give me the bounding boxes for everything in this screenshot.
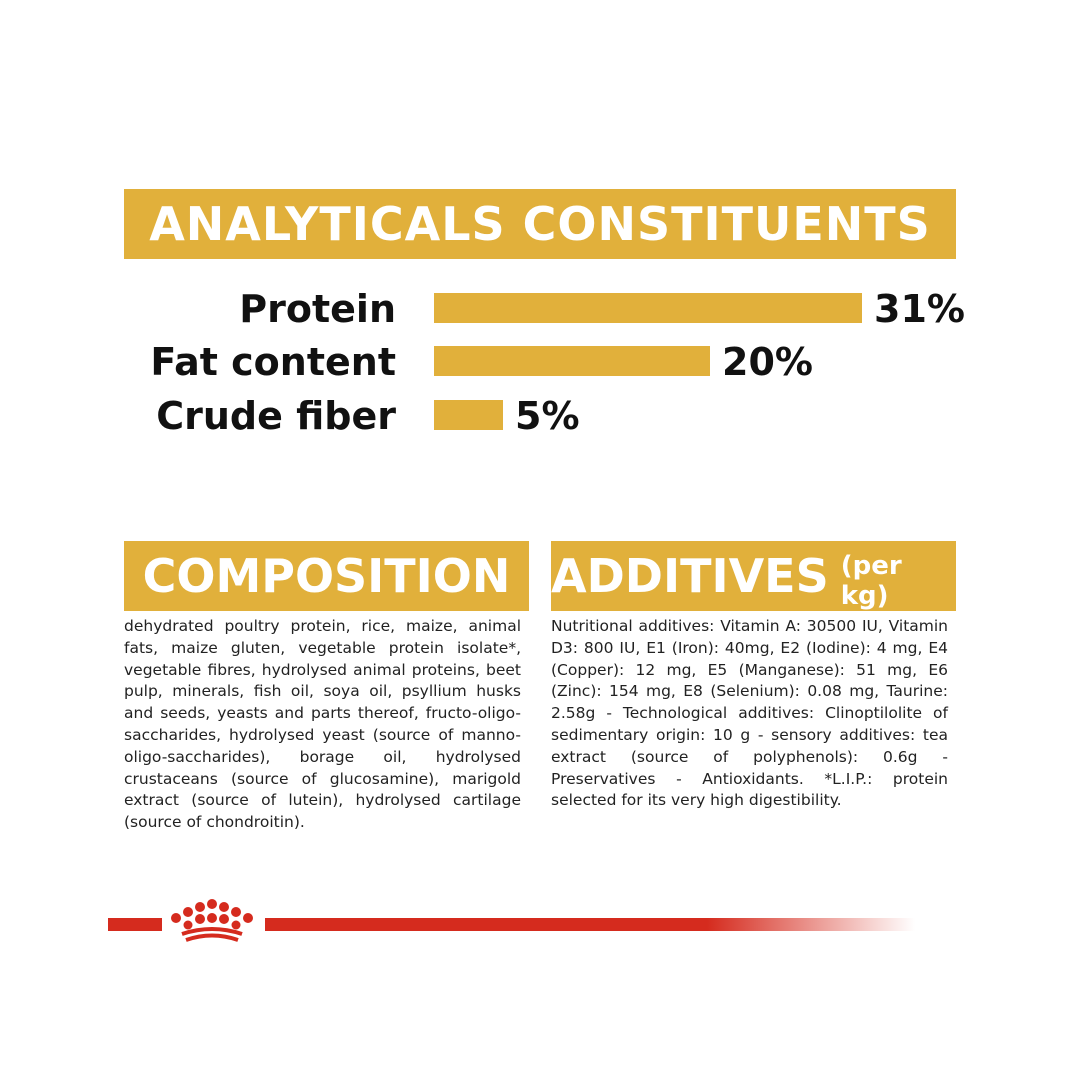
composition-banner xyxy=(124,541,529,611)
additives-title: ADDITIVES xyxy=(551,549,829,603)
row-bar xyxy=(434,400,503,430)
fiber-row xyxy=(124,396,956,436)
row-label: Fat content xyxy=(150,340,396,384)
additives-banner xyxy=(551,541,956,611)
row-bar xyxy=(434,346,710,376)
analytics-title: ANALYTICALS CONSTITUENTS xyxy=(149,197,931,251)
row-bar xyxy=(434,293,862,323)
fat-row xyxy=(124,342,956,382)
additives-text: Nutritional additives: Vitamin A: 30500 IU, Vitamin D3: 800 IU, E1 (Iron): 40mg, E2 (Iodine): 4 mg, E4 (Copper): 12 mg, E5 (Manganese): 51 mg, E6 (Zinc): 154 mg, E8 (Selenium): 0.08 mg, Taurine: 2.58g - Technological additives: Clinoptilolite of sedimentary origin: 10 g - sensory additives: tea extract (source of polyphenols): 0.6g - Preservatives - Antioxidants. *L.I.P.: protein selected for its very high digestibility. xyxy=(551,617,948,810)
row-value: 20% xyxy=(722,340,813,384)
composition-text: dehydrated poultry protein, rice, maize, animal fats, maize gluten, vegetable protein isolate*, vegetable fibres, hydrolysed animal proteins, beet pulp, minerals, fish oil, soya oil, psyllium husks and seeds, yeasts and parts thereof, fructo-oligo-saccharides, hydrolysed yeast (source of manno-oligo-saccharides), borage oil, hydrolysed crustaceans (source of glucosamine), marigold extract (source of lutein), hydrolysed cartilage (source of chondroitin). xyxy=(124,617,521,832)
row-label: Protein xyxy=(239,287,396,331)
analytics-banner xyxy=(124,189,956,259)
row-label: Crude fiber xyxy=(156,394,396,438)
crown-icon xyxy=(166,898,258,948)
footer-rule-left xyxy=(108,918,162,931)
row-value: 31% xyxy=(874,287,965,331)
composition-title: COMPOSITION xyxy=(142,549,511,603)
additives-subtitle: (per kg) xyxy=(840,551,902,611)
footer-rule-right xyxy=(265,918,915,931)
protein-row xyxy=(124,287,965,331)
row-value: 5% xyxy=(515,394,580,438)
